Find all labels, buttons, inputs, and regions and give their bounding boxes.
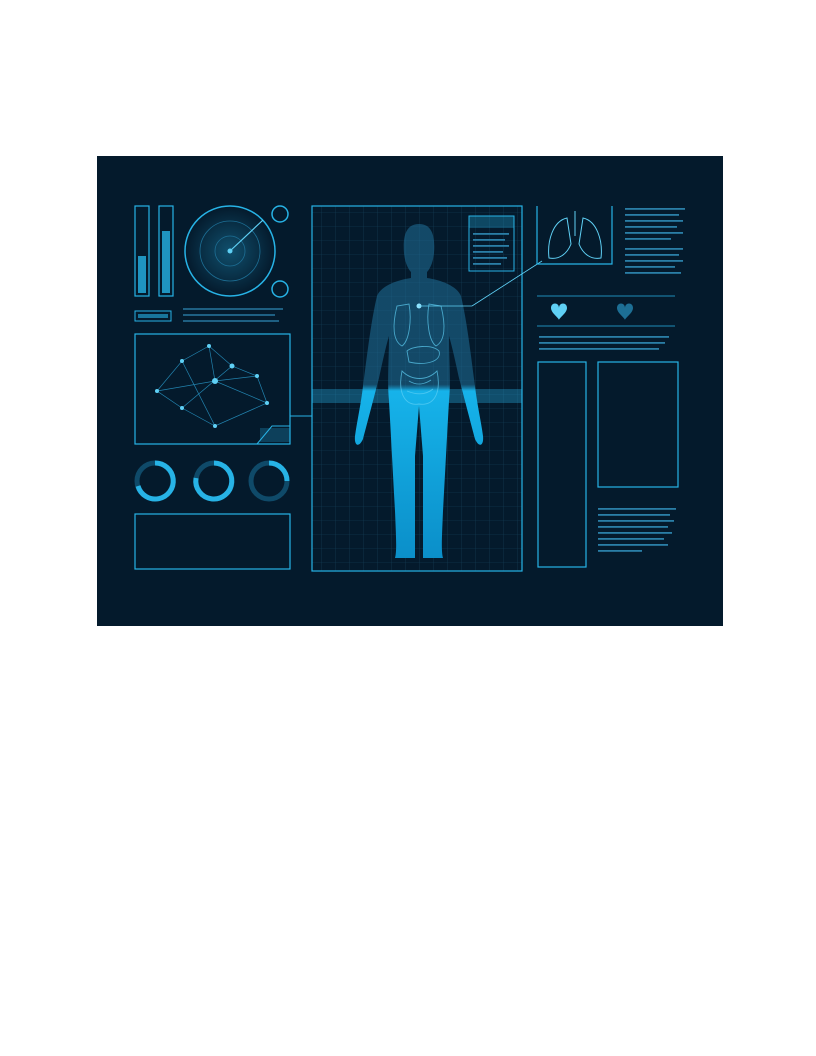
- medical-hud-illustration: [97, 156, 723, 626]
- document-page: [96, 96, 724, 649]
- article-title: [96, 96, 724, 135]
- body-scan-panel: [312, 206, 542, 571]
